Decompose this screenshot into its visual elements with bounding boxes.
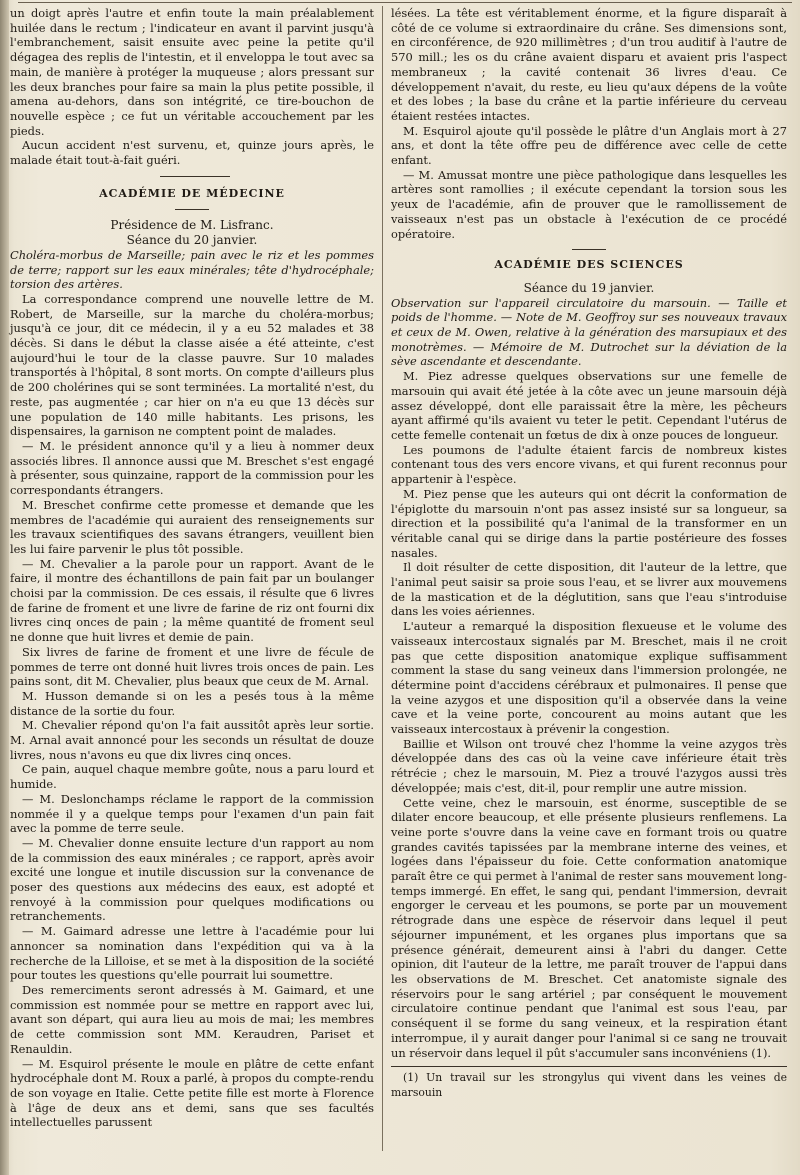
section-title: ACADÉMIE DES SCIENCES (494, 258, 684, 272)
paragraph: M. Breschet confirme cette promesse et demande que les membres de l'académie qui auraient des renseignements sur les travaux scientifiques des savans étrangers, veuillent bien les lui faire parvenir le plus tôt possible. (10, 497, 374, 556)
paragraph: Six livres de farine de froment et une livre de fécule de pommes de terre ont donné huit livres trois onces de pain. Les pains sont, dit M. Chevalier, plus beaux que ceux de M. Arnal. (10, 644, 374, 689)
paragraph: M. Piez pense que les auteurs qui ont décrit la conformation de l'épiglotte du marsouin n'ont pas assez insisté sur sa longueur, sa direction et la possibilité qu'a l'animal de la transformer en un véritable canal qui se dirige dans la partie postérieure des fosses nasales. (391, 486, 787, 560)
paragraph: Les poumons de l'adulte étaient farcis de nombreux kistes contenant tous des vers encore vivans, et qui furent reconnus pour appartenir à l'espèce. (391, 442, 787, 487)
paragraph: — M. Amussat montre une pièce pathologique dans lesquelles les artères sont ramollies ; il exécute cependant la torsion sous les yeux de l'académie, afin de prouver que le ramollissement de vaisseaux n'est pas un obstacle à l'exécution de ce procédé opératoire. (391, 167, 787, 241)
paragraph: lésées. La tête est véritablement énorme, et la figure disparaît à côté de ce volume si extraordinaire du crâne. Ses dimensions sont, en circonférence, de 920 millimètres ; d'un trou auditif à l'autre de 570 mill.; les os du crâne avaient disparu et avaient pris l'aspect membraneux ; la cavité contenait 36 livres d'eau. Ce développement n'avait, du reste, eu lieu qu'aux dépens de la voûte et des lobes ; la base du crâne et la partie inférieure du cerveau étaient restées intactes. (391, 6, 787, 123)
seance-date: Séance du 19 janvier. (523, 280, 655, 295)
left-column (10, 6, 374, 1130)
footnote-rule (391, 1066, 787, 1067)
paragraph: Il doit résulter de cette disposition, dit l'auteur de la lettre, que l'animal peut saisir sa proie sous l'eau, et se livrer aux mouvemens de la mastication et de la déglutition, sans que l'eau s'introduise dans les voies aériennes. (391, 560, 787, 619)
top-rule (18, 2, 792, 3)
separator-rule (572, 249, 606, 250)
paragraph: L'auteur a remarqué la disposition flexueuse et le volume des vaisseaux intercostaux signalés par M. Breschet, mais il ne croit pas que cette disposition anatomique explique suffisamment comment la stase du sang veineux dans l'immersion prolongée, ne détermine point d'accidens cérébraux et pulmonaires. Il pense que la veine azygos et une disposition qu'il a observée dans la veine cave et la veine porte, concourent au moins autant que les vaisseaux intercostaux à prévenir la congestion. (391, 619, 787, 737)
paragraph: — M. Esquirol présente le moule en plâtre de cette enfant hydrocéphale dont M. Roux a parlé, à propos du compte-rendu de son voyage en Italie. Cette petite fille est morte à Florence à l'âge de deux ans et demi, sans que ses facultés intellectuelles parussent (10, 1056, 374, 1130)
presidence-line: Présidence de M. Lisfranc. (110, 218, 274, 233)
paragraph: — M. Chevalier a la parole pour un rapport. Avant de le faire, il montre des échantillons de pain fait par un boulanger choisi par la commission. De ces essais, il résulte que 6 livres de farine de froment et une livre de farine de riz ont fourni dix livres cinq onces de pain ; la même quantité de froment seul ne donne que huit livres et demie de pain. (10, 556, 374, 645)
paragraph: M. Chevalier répond qu'on l'a fait aussitôt après leur sortie. M. Arnal avait annoncé pour les seconds un résultat de douze livres, nous n'avons eu que dix livres cinq onces. (10, 718, 374, 762)
paragraph: — M. le président annonce qu'il y a lieu à nommer deux associés libres. Il annonce aussi que M. Breschet s'est engagé à présenter, sous quinzaine, rapport de la commission pour les correspondants étrangers. (10, 438, 374, 498)
separator-rule (160, 176, 230, 177)
separator-rule (175, 209, 209, 210)
paragraph: Ce pain, auquel chaque membre goûte, nous a paru lourd et humide. (10, 762, 374, 792)
paragraph: Baillie et Wilson ont trouvé chez l'homme la veine azygos très développée dans des cas où la veine cave inférieure était très rétrécie ; chez le marsouin, M. Piez a trouvé l'azygos aussi très développée; mais c'est, dit-il, pour remplir une autre mission. (391, 736, 787, 795)
column-divider (382, 6, 383, 1151)
section-title: ACADÉMIE DE MÉDECINE (99, 186, 285, 200)
seance-date: Séance du 20 janvier. (126, 233, 258, 248)
paragraph: — M. Gaimard adresse une lettre à l'académie pour lui annoncer sa nomination dans l'expédition qui va à la recherche de la Lilloise, et se met à la disposition de la société pour toutes les questions qu'elle pourrait lui soumettre. (10, 924, 374, 983)
paragraph: un doigt après l'autre et enfin toute la main préalablement huilée dans le rectum ; l'indicateur en avant il parvint jusqu'à l'embranchement, saisit ensuite avec peine la petite qu'il dégagea des replis de l'intestin, et il enveloppa le tout avec sa main, de manière à protéger la muqueuse ; alors pressant sur les deux branches pour faire sa main la plus petite possible, il amena au-dehors, dans son intégrité, ce tire-bouchon de nouvelle espèce ; ce fut un véritable accouchement par les pieds. (10, 6, 374, 138)
session-summary: Observation sur l'appareil circulatoire du marsouin. — Taille et poids de l'homme. — Note de M. Geoffroy sur ses nouveaux travaux et ceux de M. Owen, relative à la génération des marsupiaux et des monotrèmes. — Mémoire de M. Dutrochet sur la déviation de la sève ascendante et descendante. (391, 295, 787, 369)
paragraph: Des remerciments seront adressés à M. Gaimard, et une commission est nommée pour se mettre en rapport avec lui, avant son départ, qui aura lieu au mois de mai; les membres de cette commission sont MM. Keraudren, Pariset et Renauldin. (10, 983, 374, 1056)
paragraph: M. Esquirol ajoute qu'il possède le plâtre d'un Anglais mort à 27 ans, et dont la tête offre peu de différence avec celle de cette enfant. (391, 123, 787, 168)
right-column (391, 6, 787, 1101)
paragraph: Cette veine, chez le marsouin, est énorme, susceptible de se dilater encore beaucoup, et elle présente plusieurs renflemens. La veine porte s'ouvre dans la veine cave en formant trois ou quatre grandes cavités tapissées par la membrane interne des veines, et logées dans l'épaisseur du foie. Cette conformation anatomique paraît être ce qui permet à l'animal de rester sans mouvement long-temps immergé. En effet, le sang qui, pendant l'immersion, devrait engorger le cerveau et les poumons, se porte par un mouvement rétrograde dans une espèce de réservoir dans lequel il peut séjourner impunément, et les organes plus importans que sa présence générait, demeurent ainsi à l'abri du danger. Cette opinion, dit l'auteur de la lettre, me paraît trouver de l'appui dans les observations de M. Breschet. Cet anatomiste signale des réservoirs pour le sang artériel ; par conséquent le mouvement circulatoire continue pendant que l'animal est sous l'eau, par conséquent il se forme du sang veineux, et la respiration étant interrompue, il y aurait danger pour l'animal si ce sang ne trouvait un réservoir dans lequel il pût s'accumuler sans inconvéniens (1). (391, 795, 787, 1060)
session-summary: Choléra-morbus de Marseille; pain avec le riz et les pommes de terre; rapport sur les eaux minérales; tête d'hydrocéphale; torsion des artères. (10, 247, 374, 292)
paragraph: M. Husson demande si on les a pesés tous à la même distance de la sortie du four. (10, 688, 374, 718)
paragraph: — M. Deslonchamps réclame le rapport de la commission nommée il y a quelque temps pour l'examen d'un pain fait avec la pomme de terre seule. (10, 791, 374, 836)
footnote: (1) Un travail sur les strongylus qui vivent dans les veines de marsouin (391, 1071, 787, 1099)
paragraph: Aucun accident n'est survenu, et, quinze jours après, le malade était tout-à-fait guéri. (10, 138, 374, 168)
paragraph: M. Piez adresse quelques observations sur une femelle de marsouin qui avait été jetée à la côte avec un jeune marsouin déjà assez développé, dont elle paraissait être la mère, les pêcheurs ayant affirmé qu'ils avaient vu teter le petit. Cependant l'utérus de cette femelle contenait un fœtus de dix à onze pouces de longueur. (391, 369, 787, 442)
paragraph: — M. Chevalier donne ensuite lecture d'un rapport au nom de la commission des eaux minérales ; ce rapport, après avoir excité une longue et inutile discussion sur la convenance de poser des questions aux médecins des eaux, est adopté et renvoyé à la commission pour quelques modifications ou retranchements. (10, 835, 374, 924)
page-binding-edge (0, 0, 9, 1175)
paragraph: La correspondance comprend une nouvelle lettre de M. Robert, de Marseille, sur la marche du choléra-morbus; jusqu'à ce jour, dit ce médecin, il y a eu 52 malades et 38 décès. Si dans le début la classe aisée a été atteinte, c'est aujourd'hui le tour de la classe pauvre. Sur 10 malades transportés à l'hôpital, 8 sont morts. On compte d'ailleurs plus de 200 cholérines qui se sont terminées. La mortalité n'est, du reste, pas augmentée ; car hier on n'a eu que 13 décès sur une population de 140 mille habitants. Les prisons, les dispensaires, la garnison ne comptent point de malades. (10, 291, 374, 439)
